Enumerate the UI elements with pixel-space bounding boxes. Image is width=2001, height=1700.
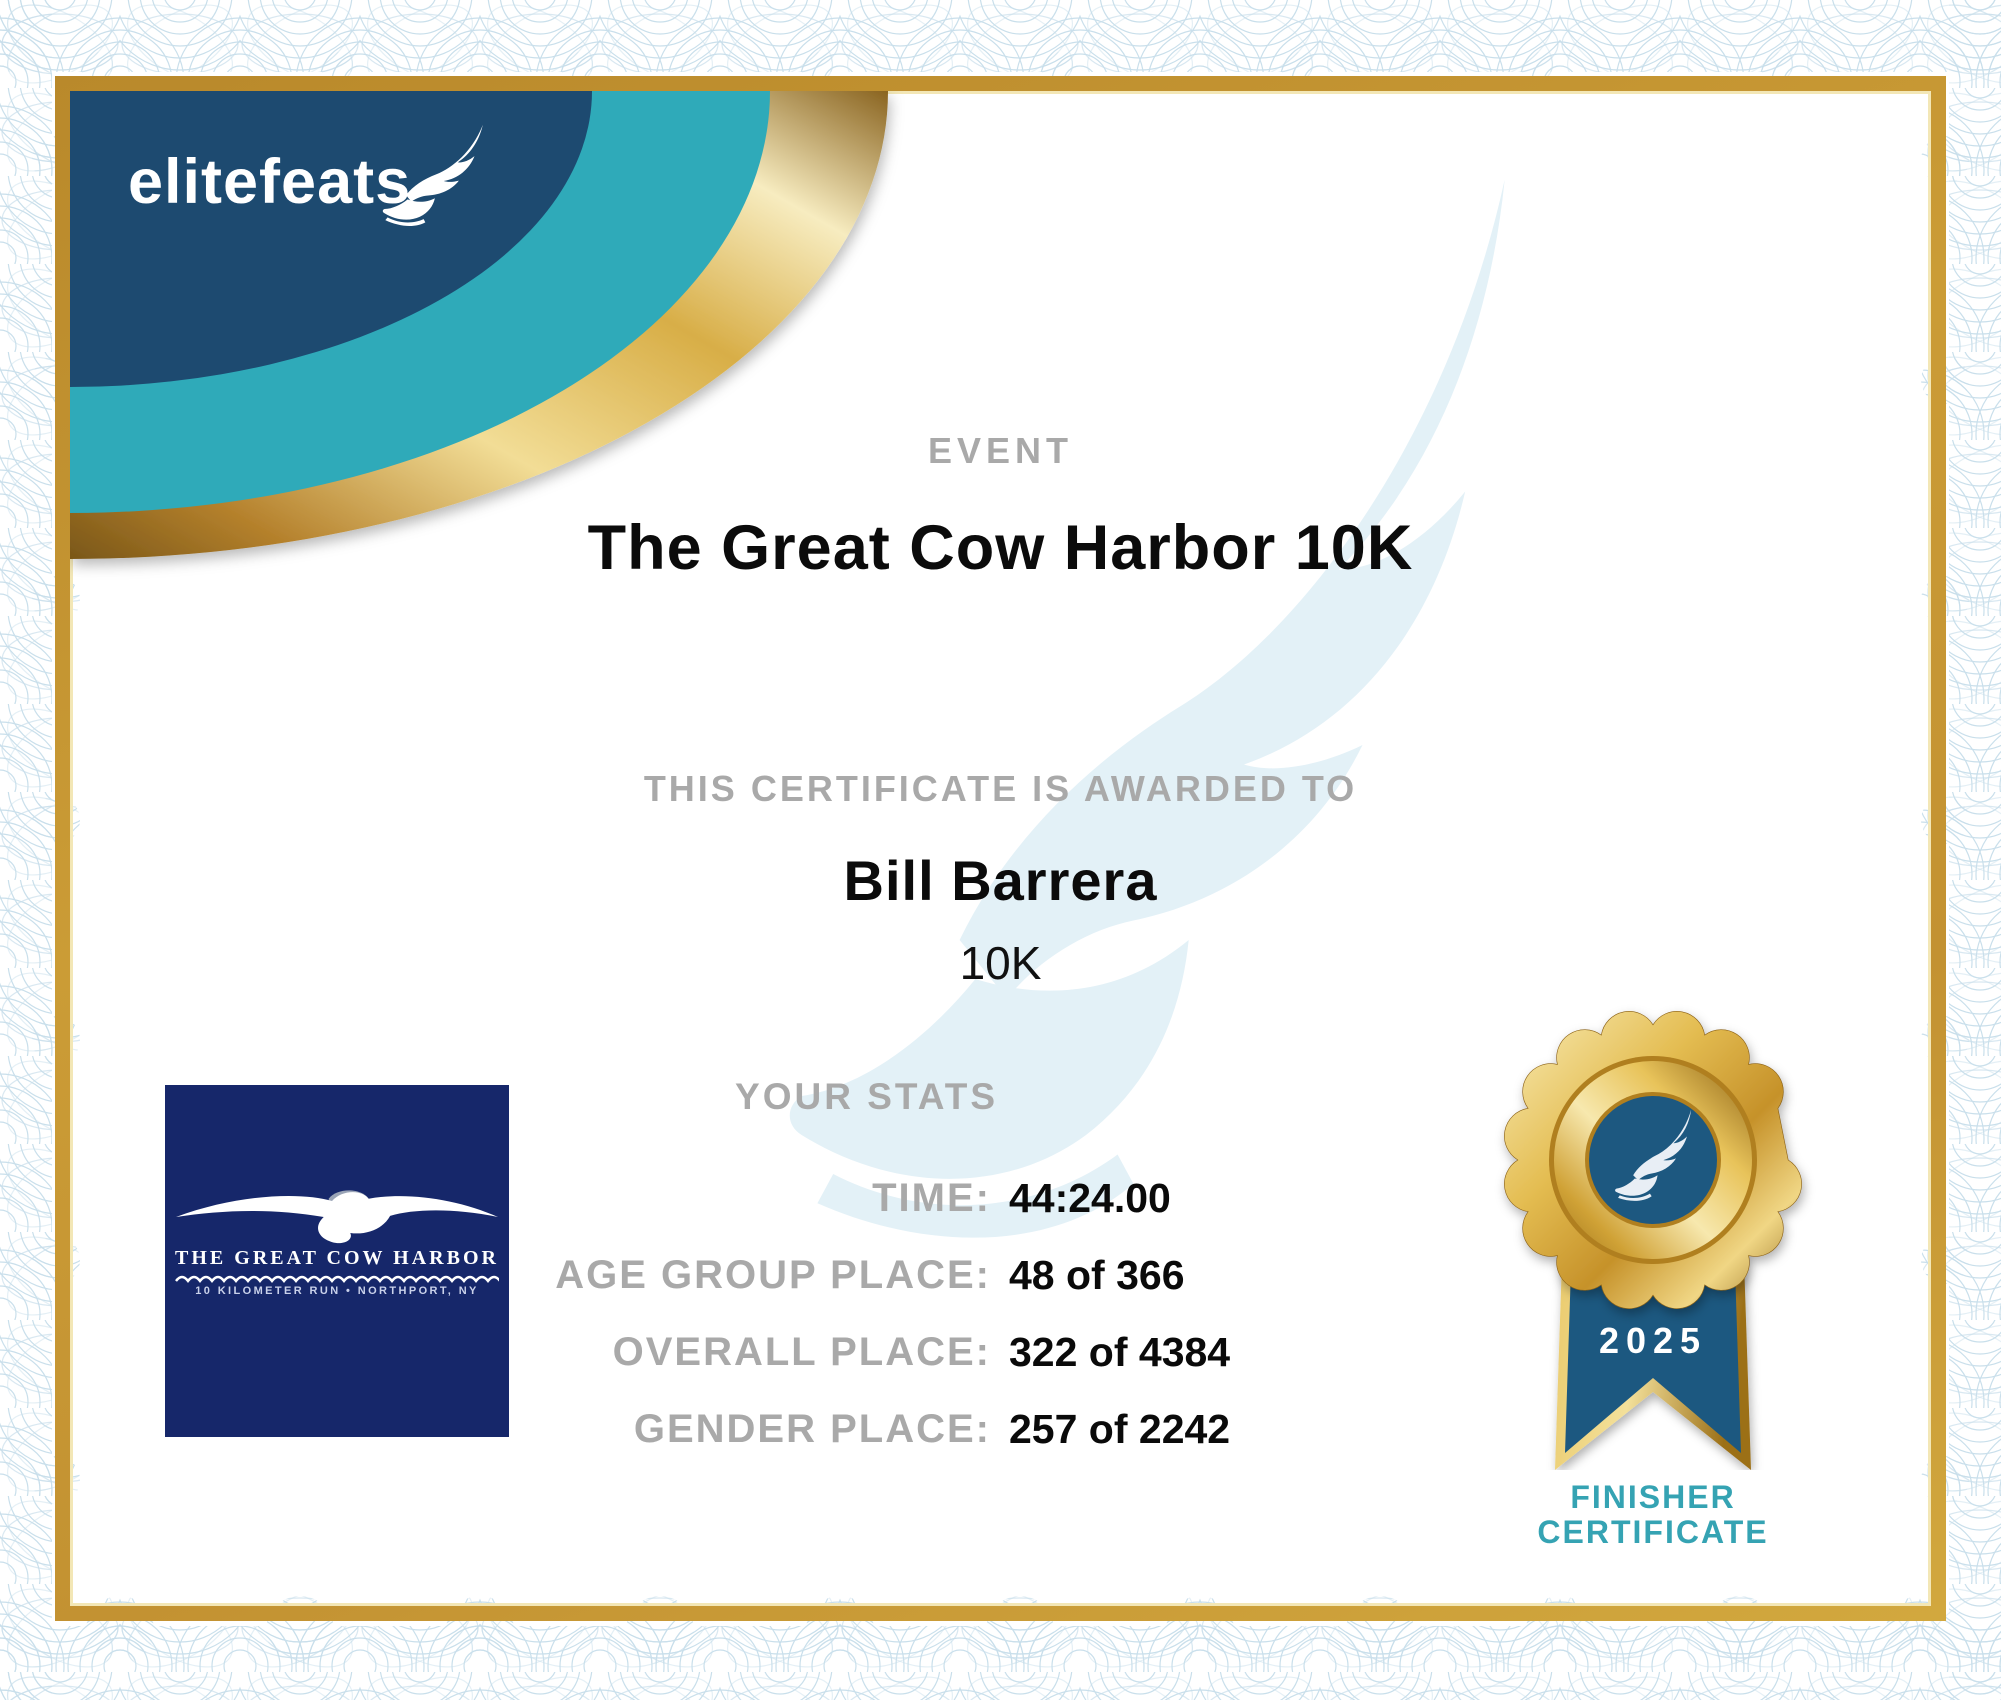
brand-wordmark: elitefeats (128, 147, 412, 217)
badge-caption-line2: CERTIFICATE (1537, 1514, 1769, 1550)
recipient-name: Bill Barrera (843, 849, 1158, 912)
seagull-icon (171, 1169, 503, 1249)
stat-value: 44:24.00 (1009, 1175, 1171, 1221)
event-name: The Great Cow Harbor 10K (587, 513, 1414, 583)
stat-value: 322 of 4384 (1009, 1329, 1231, 1375)
event-label: EVENT (927, 430, 1074, 471)
winged-foot-icon (377, 107, 490, 249)
stats-heading: YOUR STATS (735, 1076, 998, 1117)
stat-value: 48 of 366 (1009, 1252, 1185, 1298)
stat-label: AGE GROUP PLACE: (555, 1253, 991, 1297)
recipient-division: 10K (959, 937, 1042, 989)
badge-year: 2025 (1598, 1320, 1708, 1361)
badge-caption-line1: FINISHER (1570, 1479, 1736, 1515)
event-logo-title: THE GREAT COW HARBOR (175, 1247, 499, 1269)
stat-value: 257 of 2242 (1009, 1406, 1231, 1452)
wave-divider (175, 1273, 499, 1285)
stat-label: TIME: (872, 1176, 991, 1220)
stat-label: GENDER PLACE: (633, 1407, 991, 1451)
finisher-medal-icon (1483, 990, 1823, 1470)
stat-label: OVERALL PLACE: (612, 1330, 991, 1374)
event-logo-tagline: 10 KILOMETER RUN • NORTHPORT, NY (195, 1285, 479, 1297)
badge-caption (1483, 1480, 1823, 1550)
event-logo (165, 1085, 509, 1437)
awarded-label: THIS CERTIFICATE IS AWARDED TO (643, 768, 1358, 809)
